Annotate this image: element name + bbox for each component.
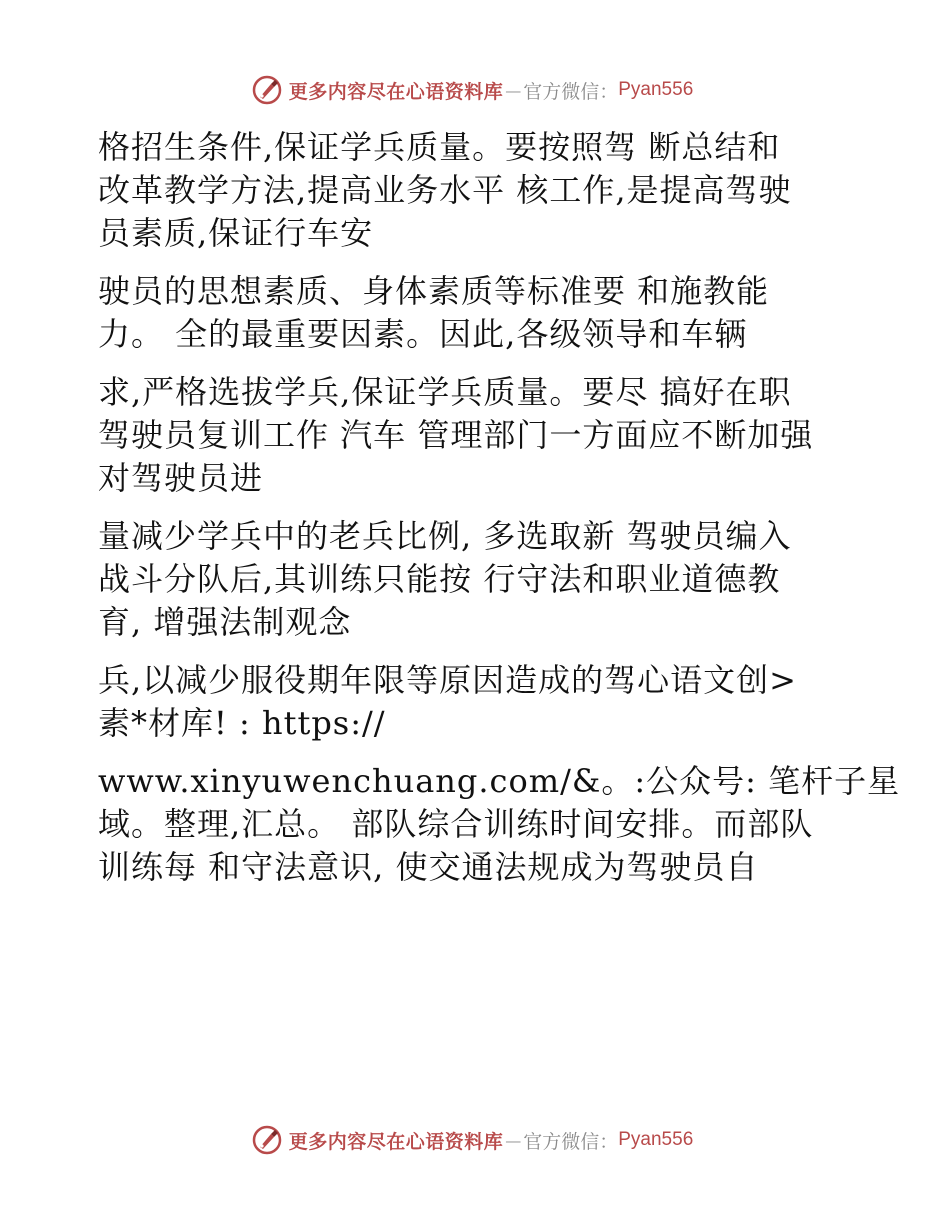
paragraph (98, 126, 858, 255)
text-line: 求,严格选拔学兵,保证学兵质量。要尽 搞好在职 (98, 373, 792, 411)
paragraph (98, 760, 901, 889)
text-line: 量减少学兵中的老兵比例, 多选取新 驾驶员编入 (98, 517, 792, 555)
text-line: 兵,以减少服役期年限等原因造成的驾心语文创> (98, 661, 797, 699)
banner-contact-id: Pyan556 (618, 79, 694, 100)
paragraph (98, 515, 858, 644)
text-line: 域。整理,汇总。 部队综合训练时间安排。而部队 (98, 805, 814, 843)
text-line: 驾驶员复训工作 汽车 管理部门一方面应不断加强 (98, 416, 814, 454)
footer-banner (0, 1120, 950, 1160)
paragraph (98, 659, 858, 745)
banner-contact-label: 官方微信： (523, 80, 619, 103)
pen-nib-logo-icon (251, 74, 283, 106)
banner-separator: — (505, 1130, 522, 1150)
banner-title: 更多内容尽在心语资料库 (288, 1130, 504, 1153)
text-line: 训练每 和守法意识, 使交通法规成为驾驶员自 (98, 848, 759, 886)
paragraph (98, 371, 858, 500)
text-line: 战斗分队后,其训练只能按 行守法和职业道德教 (98, 560, 781, 598)
header-banner (0, 70, 950, 110)
pen-nib-logo-icon (251, 1124, 283, 1156)
text-line: 育, 增强法制观念 (98, 603, 352, 641)
text-line: 改革教学方法,提高业务水平 核工作,是提高驾驶 (98, 171, 792, 209)
text-line: www.xinyuwenchuang.com/&。:公众号: 笔杆子星 (98, 762, 901, 800)
text-line: 素*材库! : https:// (98, 704, 386, 742)
banner-contact-label: 官方微信： (523, 1130, 619, 1153)
text-line: 格招生条件,保证学兵质量。要按照驾 断总结和 (98, 128, 781, 166)
text-line: 驶员的思想素质、身体素质等标准要 和施教能 (98, 272, 770, 310)
document-body (98, 126, 901, 904)
text-line: 员素质,保证行车安 (98, 214, 374, 252)
paragraph (98, 270, 858, 356)
banner-separator: — (505, 80, 522, 100)
banner-contact-id: Pyan556 (618, 1129, 694, 1150)
banner-title: 更多内容尽在心语资料库 (288, 80, 504, 103)
text-line: 对驾驶员进 (98, 459, 264, 497)
text-line: 力。 全的最重要因素。因此,各级领导和车辆 (98, 315, 748, 353)
